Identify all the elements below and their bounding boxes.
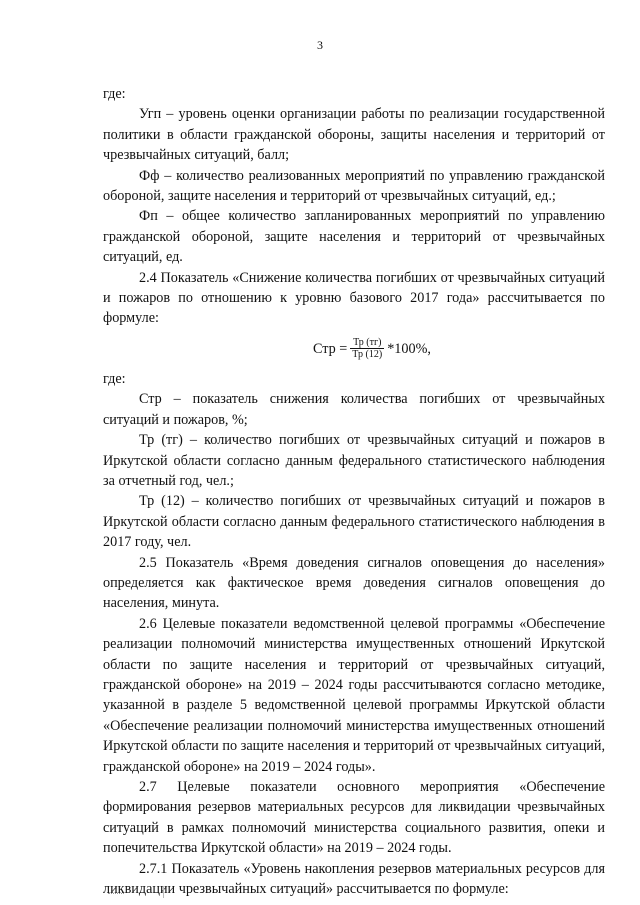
document-body xyxy=(103,84,605,899)
paragraph: 2.6 Целевые показатели ведомственной целевой программы «Обеспечение реализации полномочий министерства имущественных отношений Иркутской области по защите населения и территорий от чрезвычайных ситуаций, гражданской обороне» на 2019 – 2024 годы рассчитываются согласно методике, указанной в разделе 5 ведомственной целевой программы Иркутской области «Обеспечение реализации полномочий министерства имущественных отношений Иркутской области по защите населения и территорий от чрезвычайных ситуаций, гражданской обороне» на 2019 – 2024 годы». xyxy=(103,615,605,775)
paragraph-group-1 xyxy=(103,84,605,329)
formula-block xyxy=(103,329,605,369)
paragraph: Угп – уровень оценки организации работы по реализации государственной политики в области гражданской обороны, защиты населения и территорий от чрезвычайных ситуаций, балл; xyxy=(103,106,605,164)
formula-fraction xyxy=(350,337,384,360)
scan-mark xyxy=(108,893,124,894)
formula-lhs: Стр = xyxy=(313,340,348,357)
paragraph: где: xyxy=(103,86,126,102)
page-number: 3 xyxy=(317,38,323,52)
formula-numerator: Тр (тг) xyxy=(353,337,382,349)
paragraph: 2.4 Показатель «Снижение количества погибших от чрезвычайных ситуаций и пожаров по отношению к уровню базового 2017 года» рассчитывается по формуле: xyxy=(103,269,605,327)
paragraph: Тр (тг) – количество погибших от чрезвычайных ситуаций и пожаров в Иркутской области согласно данным федерального статистического наблюдения за отчетный год, чел.; xyxy=(103,432,605,489)
paragraph: где: xyxy=(103,370,126,387)
scan-mark xyxy=(163,886,174,898)
paragraph: 2.5 Показатель «Время доведения сигналов оповещения до населения» определяется как фактическое время доведения сигналов оповещения до населения, минута. xyxy=(103,554,605,612)
scan-marks xyxy=(103,884,303,900)
paragraph: 2.7.1 Показатель «Уровень накопления резервов материальных ресурсов для ликвидации чрезвычайных ситуаций» рассчитывается по формуле: xyxy=(103,860,605,898)
paragraph: Стр – показатель снижения количества погибших от чрезвычайных ситуаций и пожаров, %; xyxy=(103,391,605,428)
formula xyxy=(313,337,431,360)
paragraph: Фп – общее количество запланированных мероприятий по управлению гражданской обороной, защите населения и территорий от чрезвычайных ситуаций, ед. xyxy=(103,208,605,266)
paragraph: 2.7 Целевые показатели основного мероприятия «Обеспечение формирования резервов материальных ресурсов для ликвидации чрезвычайных ситуаций в рамках полномочий министерства социального развития, опеки и попечительства Иркутской области» на 2019 – 2024 годы. xyxy=(103,779,605,857)
paragraph: Фф – количество реализованных мероприятий по управлению гражданской обороной, защите населения и территорий от чрезвычайных ситуаций, ед.; xyxy=(103,167,605,205)
formula-denominator: Тр (12) xyxy=(352,349,383,361)
paragraph-group-2 xyxy=(103,369,605,900)
paragraph: Тр (12) – количество погибших от чрезвычайных ситуаций и пожаров в Иркутской области согласно данным федерального статистического наблюдения в 2017 году, чел. xyxy=(103,493,605,551)
formula-rhs: *100%, xyxy=(387,340,431,357)
